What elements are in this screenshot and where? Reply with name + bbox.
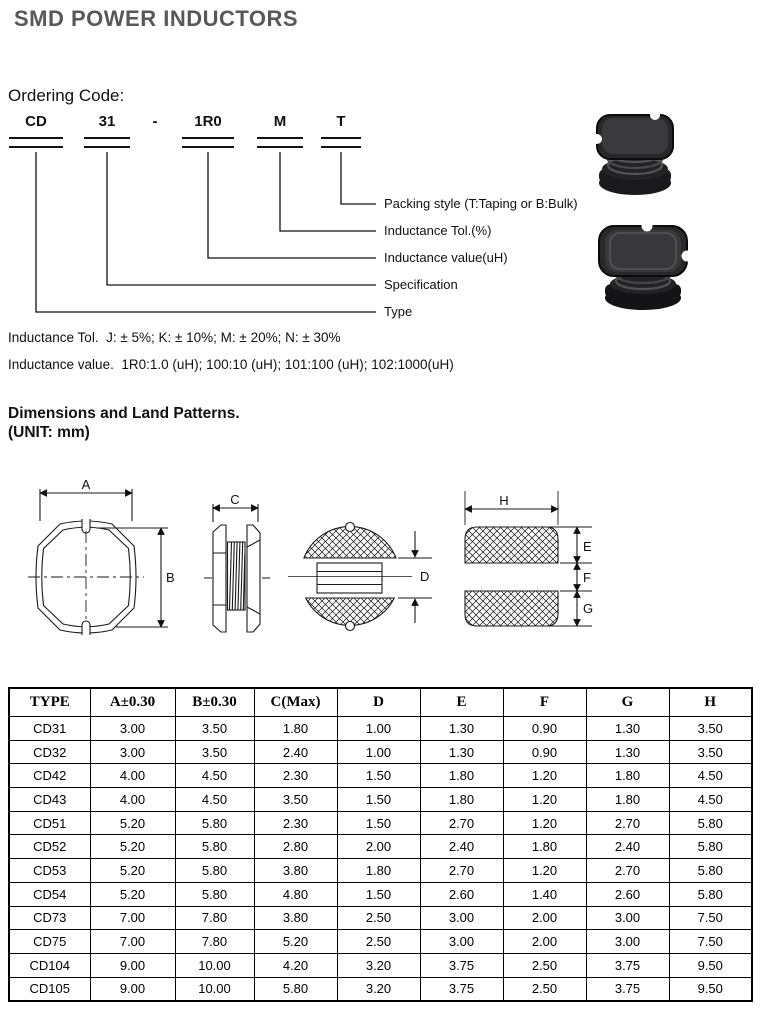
value-cell: 5.80 bbox=[669, 882, 752, 906]
type-cell: CD104 bbox=[9, 953, 90, 977]
value-cell: 5.80 bbox=[175, 835, 254, 859]
value-cell: 7.00 bbox=[90, 930, 175, 954]
value-cell: 4.00 bbox=[90, 764, 175, 788]
code-text-tolerance: M bbox=[273, 113, 287, 130]
connector-specification bbox=[107, 152, 376, 285]
side-view-drawing bbox=[204, 504, 270, 632]
type-cell: CD105 bbox=[9, 977, 90, 1001]
connector-tolerance bbox=[280, 152, 376, 231]
value-cell: 5.80 bbox=[669, 835, 752, 859]
dim-label-C: C bbox=[230, 492, 240, 507]
value-cell: 1.50 bbox=[337, 882, 420, 906]
value-cell: 9.50 bbox=[669, 977, 752, 1001]
value-cell: 3.20 bbox=[337, 953, 420, 977]
type-cell: CD54 bbox=[9, 882, 90, 906]
dim-label-G: G bbox=[583, 601, 594, 616]
value-cell: 0.90 bbox=[503, 717, 586, 741]
value-cell: 1.30 bbox=[420, 717, 503, 741]
double-underline bbox=[182, 137, 234, 148]
value-cell: 5.20 bbox=[90, 811, 175, 835]
ordering-label-packing: Packing style (T:Taping or B:Bulk) bbox=[384, 196, 578, 211]
ordering-label-specification: Specification bbox=[384, 277, 458, 292]
value-cell: 1.80 bbox=[503, 835, 586, 859]
code-text-value: 1R0 bbox=[194, 113, 222, 130]
value-cell: 3.75 bbox=[420, 953, 503, 977]
value-cell: 4.00 bbox=[90, 788, 175, 812]
value-cell: 4.50 bbox=[669, 788, 752, 812]
value-cell: 3.50 bbox=[669, 717, 752, 741]
value-cell: 1.20 bbox=[503, 788, 586, 812]
product-photo-bottom bbox=[599, 221, 693, 311]
value-cell: 7.80 bbox=[175, 906, 254, 930]
table-row bbox=[9, 811, 752, 835]
ordering-label-value: Inductance value(uH) bbox=[384, 250, 508, 265]
col-header-g: G bbox=[586, 688, 669, 717]
value-cell: 2.50 bbox=[337, 930, 420, 954]
value-cell: 2.30 bbox=[254, 811, 337, 835]
value-cell: 1.20 bbox=[503, 811, 586, 835]
value-cell: 2.40 bbox=[254, 740, 337, 764]
value-cell: 9.50 bbox=[669, 953, 752, 977]
value-cell: 1.00 bbox=[337, 740, 420, 764]
value-cell: 5.20 bbox=[90, 859, 175, 883]
double-underline bbox=[84, 137, 130, 148]
value-cell: 2.40 bbox=[420, 835, 503, 859]
value-cell: 7.50 bbox=[669, 930, 752, 954]
value-cell: 5.20 bbox=[90, 835, 175, 859]
bottom-view-drawing bbox=[288, 523, 432, 631]
value-cell: 3.00 bbox=[90, 717, 175, 741]
table-row bbox=[9, 717, 752, 741]
table-row bbox=[9, 930, 752, 954]
value-cell: 1.20 bbox=[503, 859, 586, 883]
table-row bbox=[9, 764, 752, 788]
value-cell: 2.00 bbox=[503, 906, 586, 930]
ordering-code-heading: Ordering Code: bbox=[8, 86, 125, 105]
connector-type bbox=[36, 152, 376, 312]
table-row bbox=[9, 882, 752, 906]
type-cell: CD53 bbox=[9, 859, 90, 883]
code-part-specification bbox=[84, 114, 130, 148]
page-title: SMD POWER INDUCTORS bbox=[14, 6, 299, 31]
col-header-f: F bbox=[503, 688, 586, 717]
value-cell: 4.20 bbox=[254, 953, 337, 977]
type-cell: CD32 bbox=[9, 740, 90, 764]
value-cell: 2.60 bbox=[420, 882, 503, 906]
double-underline bbox=[9, 137, 63, 148]
dim-label-F: F bbox=[583, 570, 591, 585]
value-cell: 1.30 bbox=[586, 740, 669, 764]
dimensions-heading bbox=[8, 404, 240, 442]
product-photos bbox=[583, 103, 703, 318]
connector-packing bbox=[341, 152, 376, 204]
top-view-drawing bbox=[28, 489, 168, 635]
code-text-type: CD bbox=[25, 113, 47, 130]
value-cell: 3.75 bbox=[420, 977, 503, 1001]
type-cell: CD75 bbox=[9, 930, 90, 954]
dimensions-heading-line2: (UNIT: mm) bbox=[8, 424, 90, 441]
dim-label-A: A bbox=[81, 477, 91, 492]
spec-table-body bbox=[9, 717, 752, 1002]
value-cell: 7.00 bbox=[90, 906, 175, 930]
col-header-b: B±0.30 bbox=[175, 688, 254, 717]
ordering-label-tolerance: Inductance Tol.(%) bbox=[384, 223, 492, 238]
value-cell: 1.80 bbox=[420, 764, 503, 788]
table-row bbox=[9, 835, 752, 859]
spec-table bbox=[8, 687, 753, 1002]
value-cell: 1.80 bbox=[254, 717, 337, 741]
value-cell: 2.80 bbox=[254, 835, 337, 859]
code-text-dash: - bbox=[152, 113, 158, 130]
code-part-type bbox=[9, 114, 63, 148]
value-cell: 5.80 bbox=[669, 811, 752, 835]
value-cell: 3.00 bbox=[420, 906, 503, 930]
value-cell: 2.70 bbox=[420, 859, 503, 883]
value-cell: 1.50 bbox=[337, 811, 420, 835]
col-header-d: D bbox=[337, 688, 420, 717]
value-cell: 1.30 bbox=[586, 717, 669, 741]
value-cell: 2.60 bbox=[586, 882, 669, 906]
code-part-value bbox=[182, 114, 234, 148]
table-header-row bbox=[9, 688, 752, 717]
value-cell: 4.50 bbox=[175, 764, 254, 788]
value-cell: 1.50 bbox=[337, 764, 420, 788]
code-text-specification: 31 bbox=[98, 113, 116, 130]
ordering-label-type: Type bbox=[384, 304, 413, 319]
value-cell: 10.00 bbox=[175, 953, 254, 977]
code-part-tolerance bbox=[257, 114, 303, 148]
value-cell: 5.80 bbox=[175, 811, 254, 835]
value-cell: 3.00 bbox=[586, 930, 669, 954]
value-cell: 3.00 bbox=[420, 930, 503, 954]
spec-table-container bbox=[8, 687, 751, 1002]
col-header-type: TYPE bbox=[9, 688, 90, 717]
value-cell: 3.00 bbox=[586, 906, 669, 930]
value-cell: 4.50 bbox=[175, 788, 254, 812]
dim-label-D: D bbox=[420, 569, 430, 584]
value-cell: 5.80 bbox=[669, 859, 752, 883]
value-cell: 3.50 bbox=[254, 788, 337, 812]
land-pattern-drawing bbox=[465, 491, 592, 626]
value-cell: 5.20 bbox=[254, 930, 337, 954]
value-cell: 2.40 bbox=[586, 835, 669, 859]
value-cell: 1.00 bbox=[337, 717, 420, 741]
code-part-packing bbox=[321, 114, 361, 148]
value-cell: 1.80 bbox=[586, 764, 669, 788]
connector-value bbox=[208, 152, 376, 258]
value-cell: 10.00 bbox=[175, 977, 254, 1001]
value-cell: 3.50 bbox=[175, 740, 254, 764]
value-cell: 1.30 bbox=[420, 740, 503, 764]
value-cell: 3.75 bbox=[586, 977, 669, 1001]
type-cell: CD42 bbox=[9, 764, 90, 788]
col-header-a: A±0.30 bbox=[90, 688, 175, 717]
table-row bbox=[9, 977, 752, 1001]
dim-label-B: B bbox=[166, 570, 175, 585]
table-row bbox=[9, 740, 752, 764]
value-cell: 1.80 bbox=[337, 859, 420, 883]
tolerance-note: Inductance Tol. J: ± 5%; K: ± 10%; M: ± 20%; N: ± 30% bbox=[8, 330, 341, 345]
double-underline bbox=[257, 137, 303, 148]
type-cell: CD31 bbox=[9, 717, 90, 741]
col-header-c: C(Max) bbox=[254, 688, 337, 717]
product-photo-top bbox=[592, 110, 673, 195]
value-cell: 0.90 bbox=[503, 740, 586, 764]
value-cell: 1.80 bbox=[586, 788, 669, 812]
value-cell: 3.20 bbox=[337, 977, 420, 1001]
col-header-e: E bbox=[420, 688, 503, 717]
value-cell: 3.75 bbox=[586, 953, 669, 977]
value-cell: 2.70 bbox=[586, 859, 669, 883]
value-cell: 9.00 bbox=[90, 953, 175, 977]
type-cell: CD73 bbox=[9, 906, 90, 930]
value-cell: 3.80 bbox=[254, 906, 337, 930]
value-cell: 1.40 bbox=[503, 882, 586, 906]
value-cell: 1.50 bbox=[337, 788, 420, 812]
table-row bbox=[9, 906, 752, 930]
value-cell: 4.50 bbox=[669, 764, 752, 788]
value-cell: 5.80 bbox=[175, 859, 254, 883]
value-cell: 3.80 bbox=[254, 859, 337, 883]
value-cell: 5.20 bbox=[90, 882, 175, 906]
table-row bbox=[9, 953, 752, 977]
value-cell: 2.50 bbox=[503, 953, 586, 977]
value-cell: 2.30 bbox=[254, 764, 337, 788]
dimension-drawings bbox=[0, 475, 760, 670]
value-cell: 2.50 bbox=[503, 977, 586, 1001]
value-cell: 1.80 bbox=[420, 788, 503, 812]
value-cell: 2.50 bbox=[337, 906, 420, 930]
dim-label-E: E bbox=[583, 539, 592, 554]
value-cell: 3.50 bbox=[669, 740, 752, 764]
col-header-h: H bbox=[669, 688, 752, 717]
dim-label-H: H bbox=[499, 493, 509, 508]
value-cell: 2.00 bbox=[503, 930, 586, 954]
value-cell: 2.70 bbox=[420, 811, 503, 835]
value-note: Inductance value. 1R0:1.0 (uH); 100:10 (uH); 101:100 (uH); 102:1000(uH) bbox=[8, 357, 454, 372]
value-cell: 1.20 bbox=[503, 764, 586, 788]
code-part-dash bbox=[147, 114, 163, 130]
type-cell: CD43 bbox=[9, 788, 90, 812]
table-row bbox=[9, 859, 752, 883]
type-cell: CD51 bbox=[9, 811, 90, 835]
value-cell: 5.80 bbox=[254, 977, 337, 1001]
type-cell: CD52 bbox=[9, 835, 90, 859]
value-cell: 4.80 bbox=[254, 882, 337, 906]
value-cell: 2.00 bbox=[337, 835, 420, 859]
code-text-packing: T bbox=[336, 113, 346, 130]
value-cell: 7.50 bbox=[669, 906, 752, 930]
value-cell: 3.00 bbox=[90, 740, 175, 764]
value-cell: 7.80 bbox=[175, 930, 254, 954]
dimensions-heading-line1: Dimensions and Land Patterns. bbox=[8, 405, 240, 422]
value-cell: 9.00 bbox=[90, 977, 175, 1001]
value-cell: 3.50 bbox=[175, 717, 254, 741]
table-row bbox=[9, 788, 752, 812]
value-cell: 5.80 bbox=[175, 882, 254, 906]
value-cell: 2.70 bbox=[586, 811, 669, 835]
double-underline bbox=[321, 137, 361, 148]
